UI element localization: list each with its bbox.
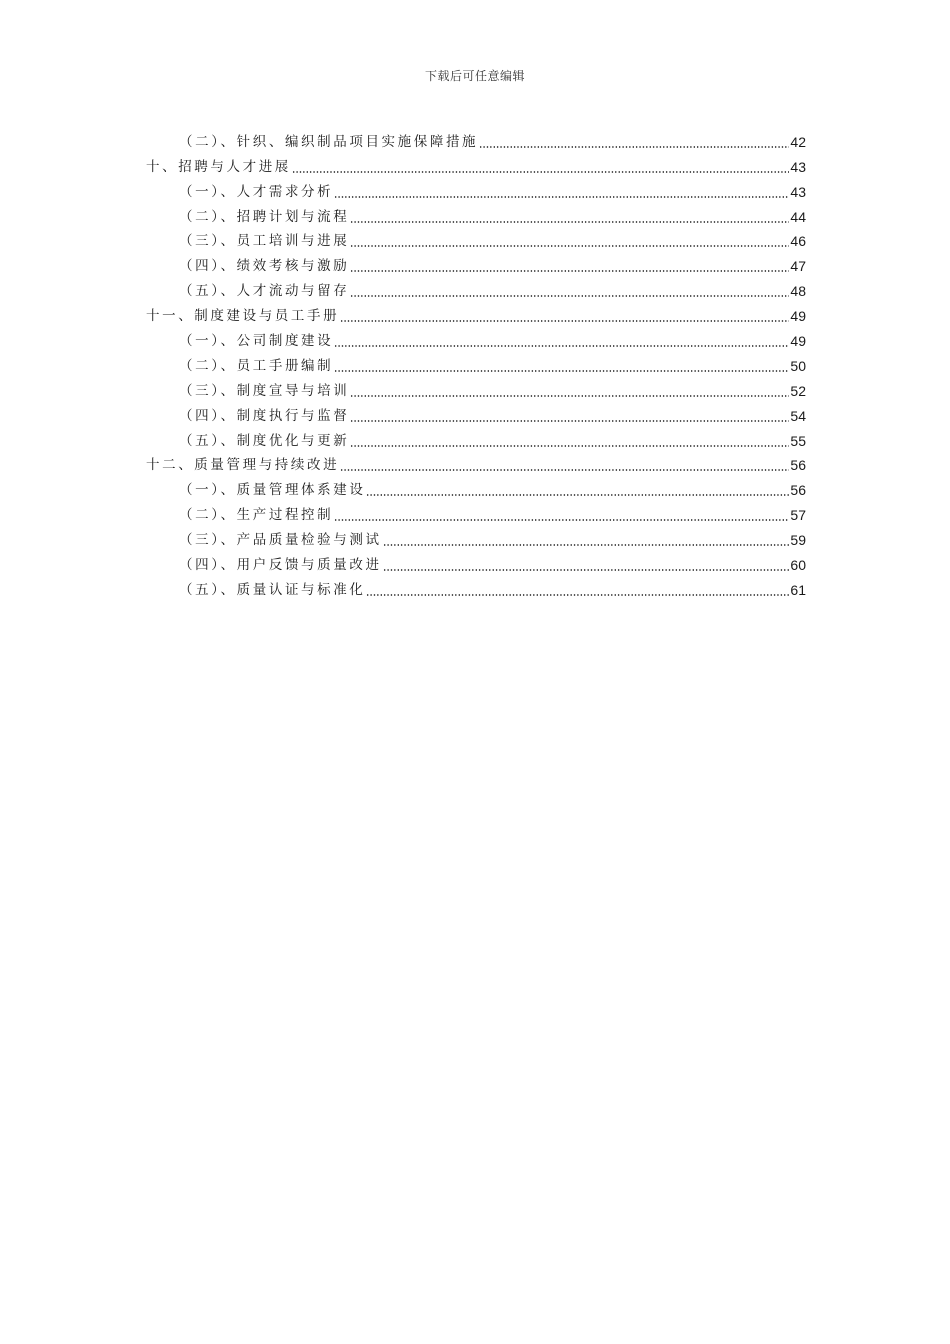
- toc-page-number: 54: [790, 407, 806, 424]
- toc-entry[interactable]: [146, 351, 806, 376]
- toc-entry-label: （三）、产品质量检验与测试: [179, 532, 382, 549]
- toc-page-number: 48: [790, 283, 806, 300]
- toc-page-number: 43: [790, 158, 806, 175]
- toc-entry-label: （三）、制度宣导与培训: [179, 382, 350, 399]
- toc-entry-label: （一）、质量管理体系建设: [179, 482, 366, 499]
- toc-page-number: 52: [790, 382, 806, 399]
- toc-entry[interactable]: [146, 550, 806, 575]
- toc-entry-label: （一）、人才需求分析: [179, 183, 334, 200]
- toc-dot-leader: [383, 569, 790, 571]
- toc-entry[interactable]: [146, 127, 806, 152]
- toc-entry[interactable]: [146, 575, 806, 600]
- toc-dot-leader: [292, 171, 790, 173]
- toc-page-number: 57: [790, 507, 806, 524]
- toc-entry-label: （二）、生产过程控制: [179, 507, 334, 524]
- toc-dot-leader: [334, 196, 789, 198]
- toc-page-number: 43: [790, 183, 806, 200]
- toc-page-number: 56: [790, 482, 806, 499]
- toc-entry[interactable]: [146, 177, 806, 202]
- toc-entry-label: （二）、针织、编织制品项目实施保障措施: [179, 133, 479, 150]
- toc-entry-label: （二）、招聘计划与流程: [179, 208, 350, 225]
- toc-dot-leader: [340, 320, 789, 322]
- table-of-contents: [146, 127, 806, 600]
- toc-entry[interactable]: [146, 326, 806, 351]
- toc-entry-label: （一）、公司制度建设: [179, 333, 334, 350]
- toc-dot-leader: [383, 544, 790, 546]
- toc-page-number: 49: [790, 308, 806, 325]
- toc-entry[interactable]: [146, 401, 806, 426]
- toc-entry-label: （五）、制度优化与更新: [179, 432, 350, 449]
- toc-dot-leader: [334, 370, 789, 372]
- toc-entry-label: （四）、用户反馈与质量改进: [179, 557, 382, 574]
- toc-dot-leader: [350, 395, 789, 397]
- toc-page-number: 59: [790, 532, 806, 549]
- toc-dot-leader: [366, 594, 789, 596]
- toc-dot-leader: [350, 245, 789, 247]
- toc-entry-label: （五）、人才流动与留存: [179, 283, 350, 300]
- toc-dot-leader: [334, 519, 789, 521]
- toc-dot-leader: [350, 221, 789, 223]
- toc-entry-label: （四）、绩效考核与激励: [179, 258, 350, 275]
- toc-entry[interactable]: [146, 251, 806, 276]
- toc-page-number: 49: [790, 333, 806, 350]
- toc-entry-label: 十一、制度建设与员工手册: [146, 308, 340, 325]
- toc-page-number: 61: [790, 581, 806, 598]
- toc-entry[interactable]: [146, 525, 806, 550]
- toc-entry[interactable]: [146, 202, 806, 227]
- toc-page-number: 44: [790, 208, 806, 225]
- toc-dot-leader: [366, 494, 789, 496]
- toc-entry-label: 十、招聘与人才进展: [146, 158, 291, 175]
- toc-page-number: 46: [790, 233, 806, 250]
- toc-page-number: 47: [790, 258, 806, 275]
- toc-entry-label: （四）、制度执行与监督: [179, 407, 350, 424]
- toc-dot-leader: [350, 295, 789, 297]
- toc-dot-leader: [350, 420, 789, 422]
- toc-entry-label: （五）、质量认证与标准化: [179, 581, 366, 598]
- toc-page-number: 42: [790, 133, 806, 150]
- toc-page-number: 60: [790, 557, 806, 574]
- page-header: 下载后可任意编辑: [424, 69, 525, 83]
- toc-entry[interactable]: [146, 426, 806, 451]
- toc-dot-leader: [334, 345, 789, 347]
- toc-entry-label: （二）、员工手册编制: [179, 357, 334, 374]
- toc-dot-leader: [479, 146, 789, 148]
- toc-dot-leader: [350, 445, 789, 447]
- toc-page-number: 56: [790, 457, 806, 474]
- toc-dot-leader: [350, 270, 789, 272]
- toc-entry[interactable]: [146, 301, 806, 326]
- toc-entry[interactable]: [146, 152, 806, 177]
- toc-entry[interactable]: [146, 376, 806, 401]
- toc-dot-leader: [340, 469, 789, 471]
- toc-entry[interactable]: [146, 475, 806, 500]
- toc-entry[interactable]: [146, 227, 806, 252]
- toc-page-number: 50: [790, 357, 806, 374]
- toc-entry-label: （三）、员工培训与进展: [179, 233, 350, 250]
- toc-entry[interactable]: [146, 276, 806, 301]
- toc-page-number: 55: [790, 432, 806, 449]
- toc-entry[interactable]: [146, 500, 806, 525]
- toc-entry-label: 十二、质量管理与持续改进: [146, 457, 340, 474]
- toc-entry[interactable]: [146, 451, 806, 476]
